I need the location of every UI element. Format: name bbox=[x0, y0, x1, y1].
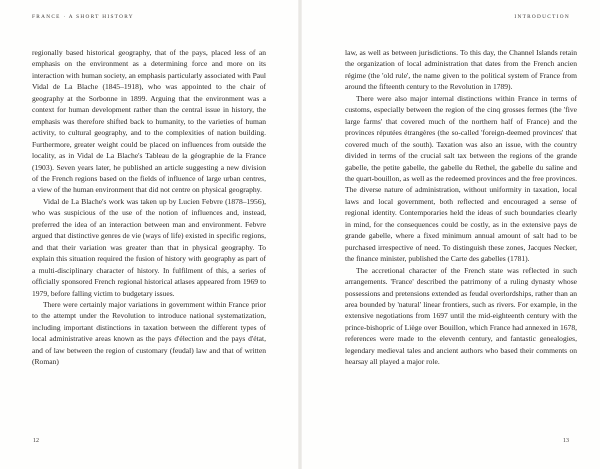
right-page bbox=[300, 0, 600, 469]
right-page-number: 13 bbox=[563, 438, 569, 444]
left-paragraph-2: Vidal de La Blache's work was taken up by Lucien Febvre (1878–1956), who was suspicious of the use of the notion of influences and, instead, preferred the idea of an interaction between man and environment. Febvre argued that distinctive genres de vie (ways of life) existed in specific regions, and that their variation was greater than that in physical geography. To explain this situation required the fusion of history with geography as part of a multi-disciplinary character of history. In fulfilment of this, a series of officially sponsored French regional historical atlases appeared from 1969 to 1979, before falling victim to budgetary issues. bbox=[32, 196, 266, 298]
right-body-text bbox=[345, 47, 577, 368]
left-paragraph-1: regionally based historical geography, that of the pays, placed less of an emphasis on the environment as a determining force and more on its interaction with human society, an emphasis particularly associated with Paul Vidal de La Blache (1845–1918), who was appointed to the chair of geography at the Sorbonne in 1899. Arguing that the environment was a context for human development rather than the central issue in history, the emphasis was therefore shifted back to humanity, to the varieties of human activity, to cultural geography, and to the complexities of nation building. Furthermore, greater weight could be placed on influences from outside the locality, as in Vidal de La Blache's Tableau de la géographie de la France (1903). Seven years later, he published an article suggesting a new division of the French regions based on the fields of influence of large urban centres, a view of the human environment that did not centre on physical geography. bbox=[32, 48, 266, 195]
right-paragraph-2: There were also major internal distinctions within France in terms of customs, especially between the region of the cinq grosses fermes (the 'five large farms' that covered much of the northern half of France) and the provinces réputées étrangères (the so-called 'foreign-deemed provinces' that covered much of the south). Taxation was also an issue, with the country divided in terms of the crucial salt tax between the regions of the grande gabelle, the petite gabelle, the gabelle du Rethel, the gabelle du saline and the quart-bouillon, as well as the redeemed provinces and the free provinces. The diverse nature of administration, without uniformity in taxation, local laws and local government, both reflected and encouraged a sense of regional identity. Contemporaries held the ideas of such boundaries clearly in mind, for the consequences could be costly, as in the extensive pays de grande gabelle, where a fixed minimum annual amount of salt had to be purchased irrespective of need. To distinguish these zones, Jacques Necker, the finance minister, published the Carte des gabelles (1781). bbox=[345, 93, 577, 264]
left-paragraph-3: There were certainly major variations in government within France prior to the attempt under the Revolution to introduce national systematization, including important distinctions in taxation between the different types of local administrative areas known as the pays d'élection and the pays d'état, and of law between the region of customary (feudal) law and that of written (Roman) bbox=[32, 299, 266, 367]
left-running-head: FRANCE · A SHORT HISTORY bbox=[32, 14, 134, 20]
right-paragraph-3: The accretional character of the French state was reflected in such arrangements. 'France' described the patrimony of a ruling dynasty whose possessions and pretensions extended as feudal overlordships, rather than an area bounded by 'natural' linear frontiers, such as rivers. For example, in the extensive negotiations from 1697 until the mid-eighteenth century with the prince-bishopric of Liège over Bouillon, which France had annexed in 1678, references were made to the eleventh century, and fantastic genealogies, legendary medieval tales and ancient authors who based their comments on hearsay all played a major role. bbox=[345, 265, 577, 367]
right-running-head: INTRODUCTION bbox=[514, 14, 570, 20]
left-page-number: 12 bbox=[33, 438, 39, 444]
right-paragraph-1: law, as well as between jurisdictions. To this day, the Channel Islands retain the organization of local administration that dates from the French ancien régime (the 'old rule', the name given to the political system of France from around the fifteenth century to the Revolution in 1789). bbox=[345, 48, 577, 92]
left-body-text bbox=[32, 47, 266, 368]
